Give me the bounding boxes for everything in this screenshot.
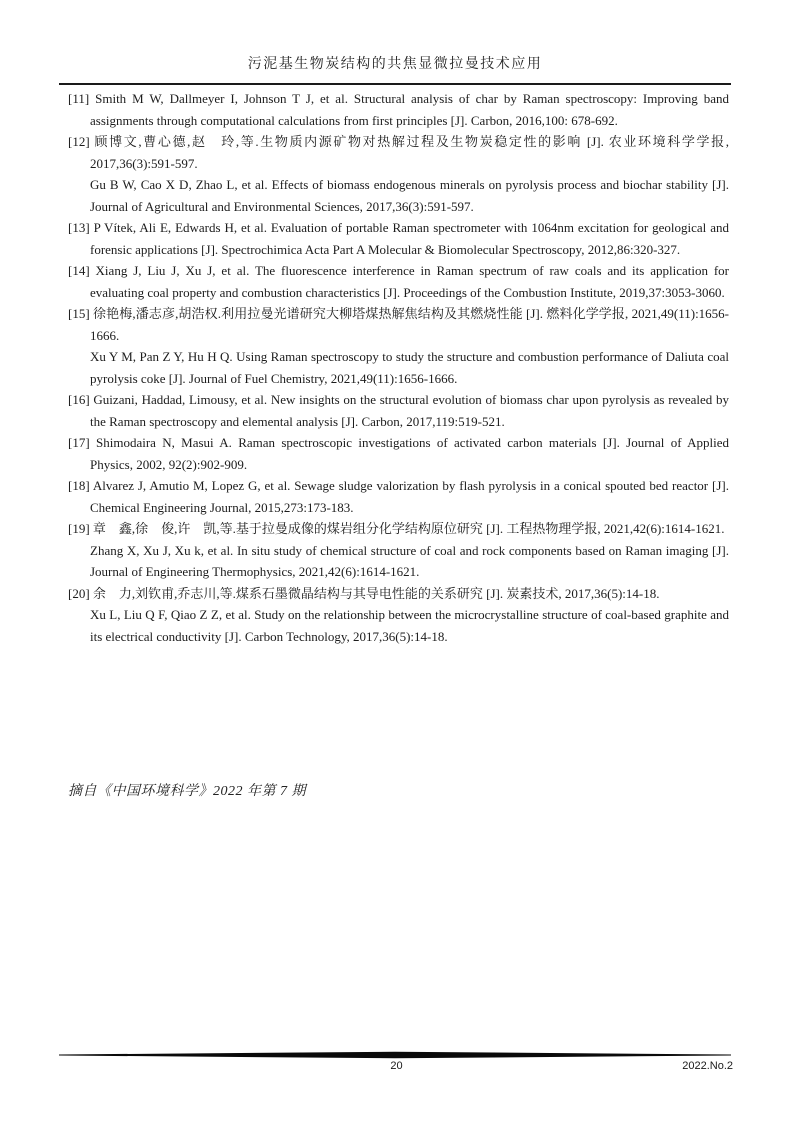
reference-paragraph — [90, 540, 729, 583]
issue-label: 2022.No.2 — [682, 1060, 733, 1072]
reference-number: [15] — [68, 306, 90, 321]
reference-number: [11] — [68, 91, 90, 106]
reference-paragraph — [68, 583, 729, 605]
reference-number: [16] — [68, 392, 90, 407]
reference-item — [68, 131, 729, 217]
reference-number: [17] — [68, 435, 90, 450]
reference-text: 顾博文,曹心德,赵 玲,等.生物质内源矿物对热解过程及生物炭稳定性的影响 [J]. 农业环境科学学报, 2017,36(3):591-597. — [90, 134, 729, 171]
reference-text: Xu L, Liu Q F, Qiao Z Z, et al. Study on the relationship between the microcrystalline structure of coal-based graphite and its electrical conductivity [J]. Carbon Technology, 2017,36(5):14-18. — [90, 607, 729, 644]
reference-paragraph — [68, 518, 729, 540]
reference-text: P Vítek, Ali E, Edwards H, et al. Evaluation of portable Raman spectrometer with 1064nm excitation for geological and forensic applications [J]. Spectrochimica Acta Part A Molecular & Biomolecular Spectroscopy, 2012,86:320-327. — [90, 220, 729, 257]
reference-item — [68, 583, 729, 648]
reference-paragraph — [68, 303, 730, 346]
reference-text: Xu Y M, Pan Z Y, Hu H Q. Using Raman spectroscopy to study the structure and combustion performance of Daliuta coal pyrolysis coke [J]. Journal of Fuel Chemistry, 2021,49(11):1656-1666. — [90, 349, 729, 386]
reference-item — [68, 88, 729, 131]
reference-item — [68, 475, 729, 518]
reference-number: [18] — [68, 478, 90, 493]
reference-number: [19] — [68, 521, 90, 536]
reference-paragraph — [68, 131, 729, 174]
reference-text: 余 力,刘钦甫,乔志川,等.煤系石墨微晶结构与其导电性能的关系研究 [J]. 炭素技术, 2017,36(5):14-18. — [92, 585, 660, 601]
reference-number: [12] — [68, 134, 90, 149]
header-rule — [59, 83, 731, 85]
reference-item — [68, 389, 729, 432]
reference-paragraph — [90, 174, 729, 217]
reference-paragraph — [90, 346, 729, 389]
footer — [0, 1060, 793, 1078]
reference-text: Guizani, Haddad, Limousy, et al. New insights on the structural evolution of biomass char upon pyrolysis as revealed by the Raman spectroscopy and elemental analysis [J]. Carbon, 2017,119:519-521. — [90, 392, 729, 429]
reference-number: [20] — [68, 585, 90, 601]
reference-paragraph — [68, 260, 729, 303]
page-number: 20 — [390, 1060, 403, 1072]
reference-list — [68, 88, 729, 647]
reference-paragraph — [68, 88, 729, 131]
reference-text: Zhang X, Xu J, Xu k, et al. In situ study of chemical structure of coal and rock components based on Raman imaging [J]. Journal of Engineering Thermophysics, 2021,42(6):1614-1621. — [90, 542, 729, 579]
reference-item — [68, 518, 729, 583]
reference-text: Xiang J, Liu J, Xu J, et al. The fluorescence interference in Raman spectrum of raw coals and its application for evaluating coal property and combustion characteristics [J]. Proceedings of the Combustion Institute, 2019,37:3053-3060. — [90, 263, 729, 300]
reference-item — [68, 303, 729, 389]
reference-text: 徐艳梅,潘志彦,胡浩权.利用拉曼光谱研究大柳塔煤热解焦结构及其燃烧性能 [J]. 燃料化学学报, 2021,49(11):1656-1666. — [90, 306, 730, 343]
reference-text: Gu B W, Cao X D, Zhao L, et al. Effects of biomass endogenous minerals on pyrolysis process and biochar stability [J]. Journal of Agricultural and Environmental Sciences, 2017,36(3):591-597. — [90, 177, 729, 214]
reference-item — [68, 432, 729, 475]
reference-item — [68, 217, 729, 260]
reference-paragraph — [90, 604, 729, 647]
reference-text: Alvarez J, Amutio M, Lopez G, et al. Sewage sludge valorization by flash pyrolysis in a conical spouted bed reactor [J]. Chemical Engineering Journal, 2015,273:173-183. — [90, 478, 729, 515]
reference-text: Shimodaira N, Masui A. Raman spectroscopic investigations of activated carbon materials [J]. Journal of Applied Physics, 2002, 92(2):902-909. — [90, 435, 730, 472]
reference-paragraph — [68, 432, 730, 475]
reference-paragraph — [68, 217, 729, 260]
reference-number: [13] — [68, 220, 90, 235]
reference-text: Smith M W, Dallmeyer I, Johnson T J, et al. Structural analysis of char by Raman spectroscopy: Improving band assignments through computational calculations from first principles [J]. Carbon, 2016,100: 678-692. — [90, 91, 729, 128]
source-note: 摘自《中国环境科学》2022 年第 7 期 — [68, 784, 306, 799]
reference-number: [14] — [68, 263, 90, 278]
reference-item — [68, 260, 729, 303]
reference-text: 章 鑫,徐 俊,许 凯,等.基于拉曼成像的煤岩组分化学结构原位研究 [J]. 工程热物理学报, 2021,42(6):1614-1621. — [92, 521, 725, 536]
running-header-title: 污泥基生物炭结构的共焦显微拉曼技术应用 — [247, 57, 543, 72]
reference-paragraph — [68, 389, 729, 432]
footer-rule — [59, 1051, 731, 1059]
reference-paragraph — [68, 475, 729, 518]
